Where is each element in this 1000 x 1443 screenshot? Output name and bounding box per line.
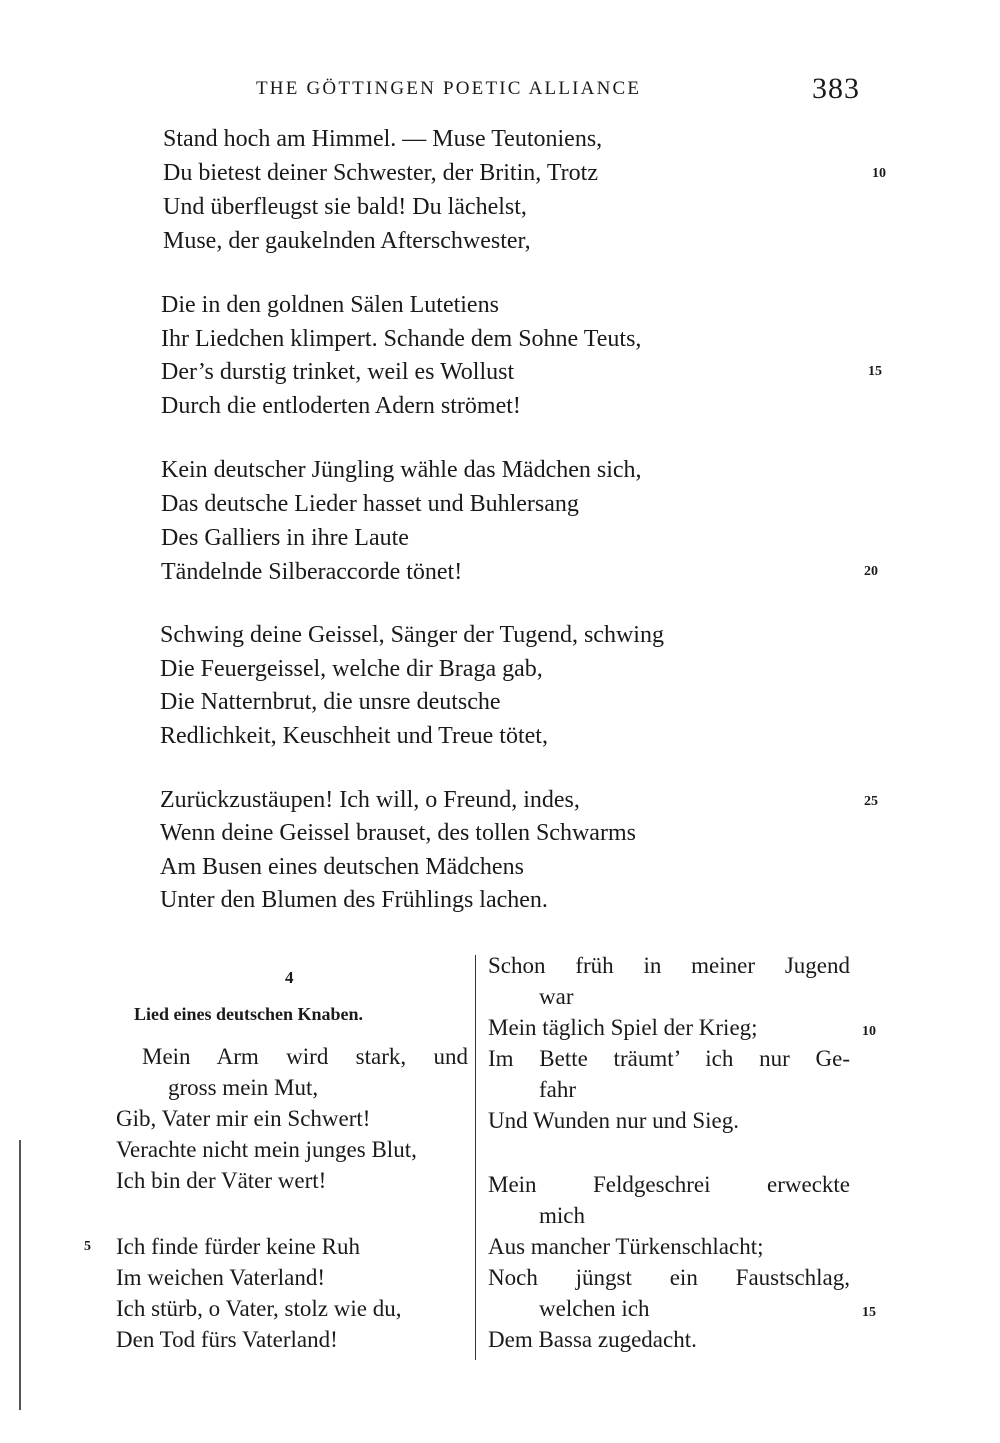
verse-line: Du bietest deiner Schwester, der Britin, Trotz — [163, 160, 598, 186]
verse-line: Ihr Liedchen klimpert. Schande dem Sohne Teuts, — [161, 326, 642, 352]
page-number: 383 — [812, 72, 860, 105]
verse-line: Tändelnde Silberaccorde tönet! — [161, 559, 463, 585]
left-verse-line: Ich finde fürder keine Ruh — [116, 1234, 360, 1259]
right-verse-line: Im Bette träumt’ ich nur Ge- — [488, 1046, 850, 1071]
section-title: Lied eines deutschen Knaben. — [134, 1004, 364, 1024]
left-verse-line: gross mein Mut, — [168, 1075, 319, 1100]
left-verse-line: Gib, Vater mir ein Schwert! — [116, 1106, 371, 1131]
verse-line: Schwing deine Geissel, Sänger der Tugend, schwing — [160, 622, 664, 648]
verse-line: Durch die entloderten Adern strömet! — [161, 393, 521, 419]
right-verse-line: Noch jüngst ein Faustschlag, — [488, 1265, 850, 1290]
verse-line: Am Busen eines deutschen Mädchens — [160, 854, 524, 880]
running-title: THE GÖTTINGEN POETIC ALLIANCE — [256, 78, 642, 99]
right-verse-line: mich — [539, 1203, 585, 1228]
verse-line: Wenn deine Geissel brauset, des tollen Schwarms — [160, 820, 636, 846]
right-verse-line: welchen ich — [539, 1296, 650, 1321]
right-verse-line: war — [539, 984, 574, 1009]
verse-line: Muse, der gaukelnden Afterschwester, — [163, 228, 531, 254]
margin-mark — [19, 1140, 21, 1410]
verse-line: Die Feuergeissel, welche dir Braga gab, — [160, 656, 543, 682]
right-verse-line: Dem Bassa zugedacht. — [488, 1327, 697, 1352]
line-number: 5 — [84, 1239, 91, 1254]
left-verse-line: Im weichen Vaterland! — [116, 1265, 326, 1290]
line-number: 25 — [864, 794, 878, 809]
right-verse-line: Aus mancher Türkenschlacht; — [488, 1234, 764, 1259]
left-verse-line: Ich bin der Väter wert! — [116, 1168, 327, 1193]
line-number: 10 — [862, 1024, 876, 1039]
left-verse-line: Ich stürb, o Vater, stolz wie du, — [116, 1296, 402, 1321]
verse-line: Des Galliers in ihre Laute — [161, 525, 409, 551]
right-verse-line: Und Wunden nur und Sieg. — [488, 1108, 739, 1133]
verse-line: Unter den Blumen des Frühlings lachen. — [160, 887, 548, 913]
verse-line: Kein deutscher Jüngling wähle das Mädchen sich, — [161, 457, 642, 483]
left-verse-line: Verachte nicht mein junges Blut, — [116, 1137, 417, 1162]
verse-line: Zurückzustäupen! Ich will, o Freund, indes, — [160, 787, 580, 813]
verse-line: Redlichkeit, Keuschheit und Treue tötet, — [160, 723, 548, 749]
line-number: 20 — [864, 564, 878, 579]
section-number: 4 — [285, 968, 294, 987]
left-verse-line: Mein Arm wird stark, und — [142, 1044, 468, 1069]
column-divider — [475, 955, 476, 1360]
verse-line: Die in den goldnen Sälen Lutetiens — [161, 292, 499, 318]
left-verse-line: Den Tod fürs Vaterland! — [116, 1327, 338, 1352]
line-number: 15 — [862, 1305, 876, 1320]
verse-line: Der’s durstig trinket, weil es Wollust — [161, 359, 515, 385]
verse-line: Und überfleugst sie bald! Du lächelst, — [163, 194, 527, 220]
right-verse-line: Mein Feldgeschrei erweckte — [488, 1172, 850, 1197]
verse-line: Die Natternbrut, die unsre deutsche — [160, 689, 501, 715]
right-verse-line: Schon früh in meiner Jugend — [488, 953, 850, 978]
right-verse-line: fahr — [539, 1077, 577, 1102]
right-verse-line: Mein täglich Spiel der Krieg; — [488, 1015, 758, 1040]
verse-line: Stand hoch am Himmel. — Muse Teutoniens, — [163, 126, 603, 152]
line-number: 10 — [872, 166, 886, 181]
verse-line: Das deutsche Lieder hasset und Buhlersang — [161, 491, 579, 517]
line-number: 15 — [868, 364, 882, 379]
